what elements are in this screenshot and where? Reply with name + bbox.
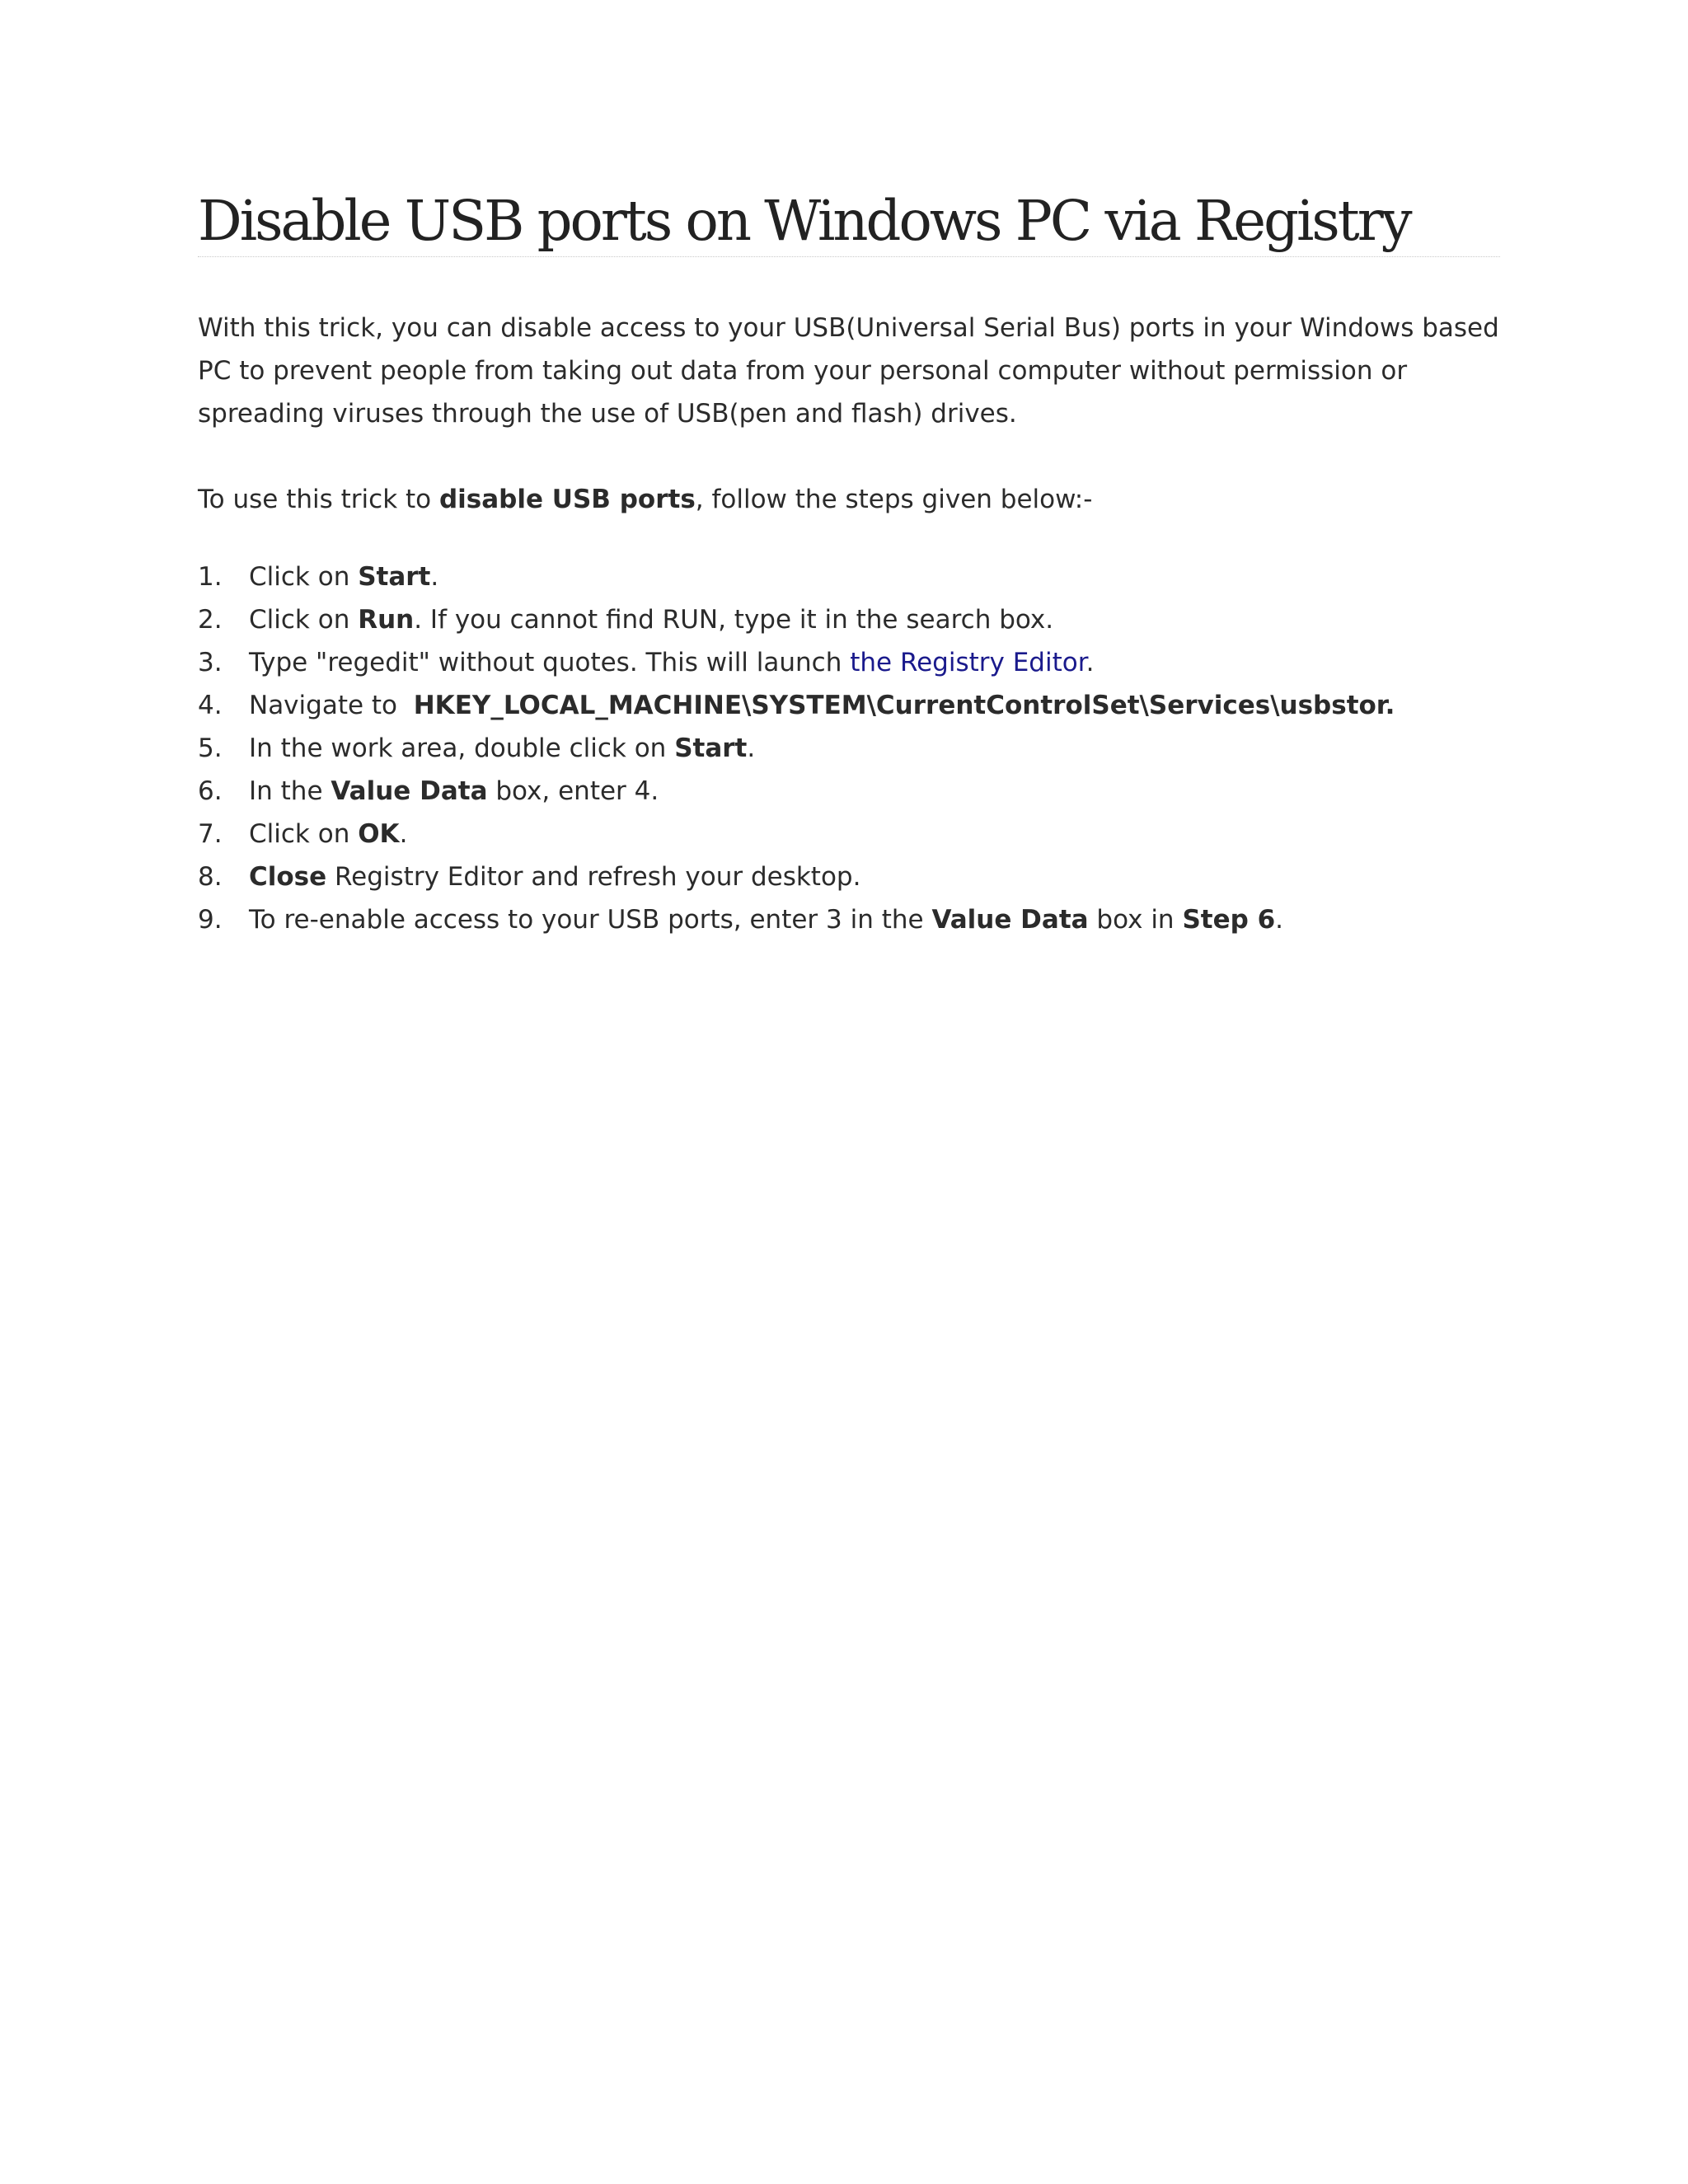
list-item (198, 898, 1500, 941)
step-text: . (430, 562, 439, 593)
step-bold: Close (249, 862, 327, 893)
step-text: Click on (249, 562, 359, 593)
step-text: box, enter 4. (487, 776, 659, 807)
step-bold: Start (674, 733, 748, 764)
registry-editor-link[interactable]: the Registry Editor (850, 648, 1086, 678)
step-bold: Step 6 (1182, 905, 1276, 935)
step-text: Navigate to (249, 691, 414, 721)
step-number: 9. (198, 905, 223, 935)
list-item (198, 598, 1500, 641)
steps-list (198, 555, 1500, 941)
list-item (198, 555, 1500, 598)
step-bold: Start (358, 562, 431, 593)
step-number: 8. (198, 862, 223, 893)
step-number: 5. (198, 733, 223, 764)
step-text: Registry Editor and refresh your desktop. (326, 862, 861, 893)
list-item (198, 813, 1500, 855)
list-item (198, 727, 1500, 770)
list-item (198, 641, 1500, 684)
step-text: In the work area, double click on (249, 733, 675, 764)
step-bold: Value Data (331, 776, 488, 807)
list-item (198, 855, 1500, 898)
step-number: 2. (198, 605, 223, 635)
lead-text-after: , follow the steps given below:- (695, 485, 1093, 515)
page-title: Disable USB ports on Windows PC via Registry (198, 190, 1500, 257)
step-number: 6. (198, 776, 223, 807)
step-bold: OK (358, 819, 400, 850)
step-text: Type "regedit" without quotes. This will launch (249, 648, 851, 678)
list-item (198, 684, 1500, 727)
step-number: 3. (198, 648, 223, 678)
lead-paragraph (198, 478, 1500, 521)
step-text: . (399, 819, 408, 850)
step-number: 1. (198, 562, 223, 593)
step-number: 7. (198, 819, 223, 850)
step-bold: Run (358, 605, 415, 635)
registry-path: HKEY_LOCAL_MACHINE\SYSTEM\CurrentControlSet\Services\usbstor. (413, 691, 1395, 721)
intro-paragraph: With this trick, you can disable access to your USB(Universal Serial Bus) ports in your Windows based PC to prevent people from taking out data from your personal computer without permission or spreading viruses through the use of USB(pen and flash) drives. (198, 313, 1499, 429)
step-text: Click on (249, 819, 359, 850)
step-number: 4. (198, 691, 223, 721)
step-text: . (747, 733, 756, 764)
step-text: Click on (249, 605, 359, 635)
step-text: box in (1088, 905, 1183, 935)
step-bold: Value Data (931, 905, 1089, 935)
step-text: To re-enable access to your USB ports, enter 3 in the (249, 905, 932, 935)
step-text: . (1085, 648, 1095, 678)
list-item (198, 770, 1500, 813)
step-text: . If you cannot find RUN, type it in the search box. (414, 605, 1054, 635)
step-text: . (1275, 905, 1284, 935)
article (198, 190, 1500, 941)
step-text: In the (249, 776, 331, 807)
lead-bold: disable USB ports (438, 485, 696, 515)
lead-text-before: To use this trick to (198, 485, 439, 515)
